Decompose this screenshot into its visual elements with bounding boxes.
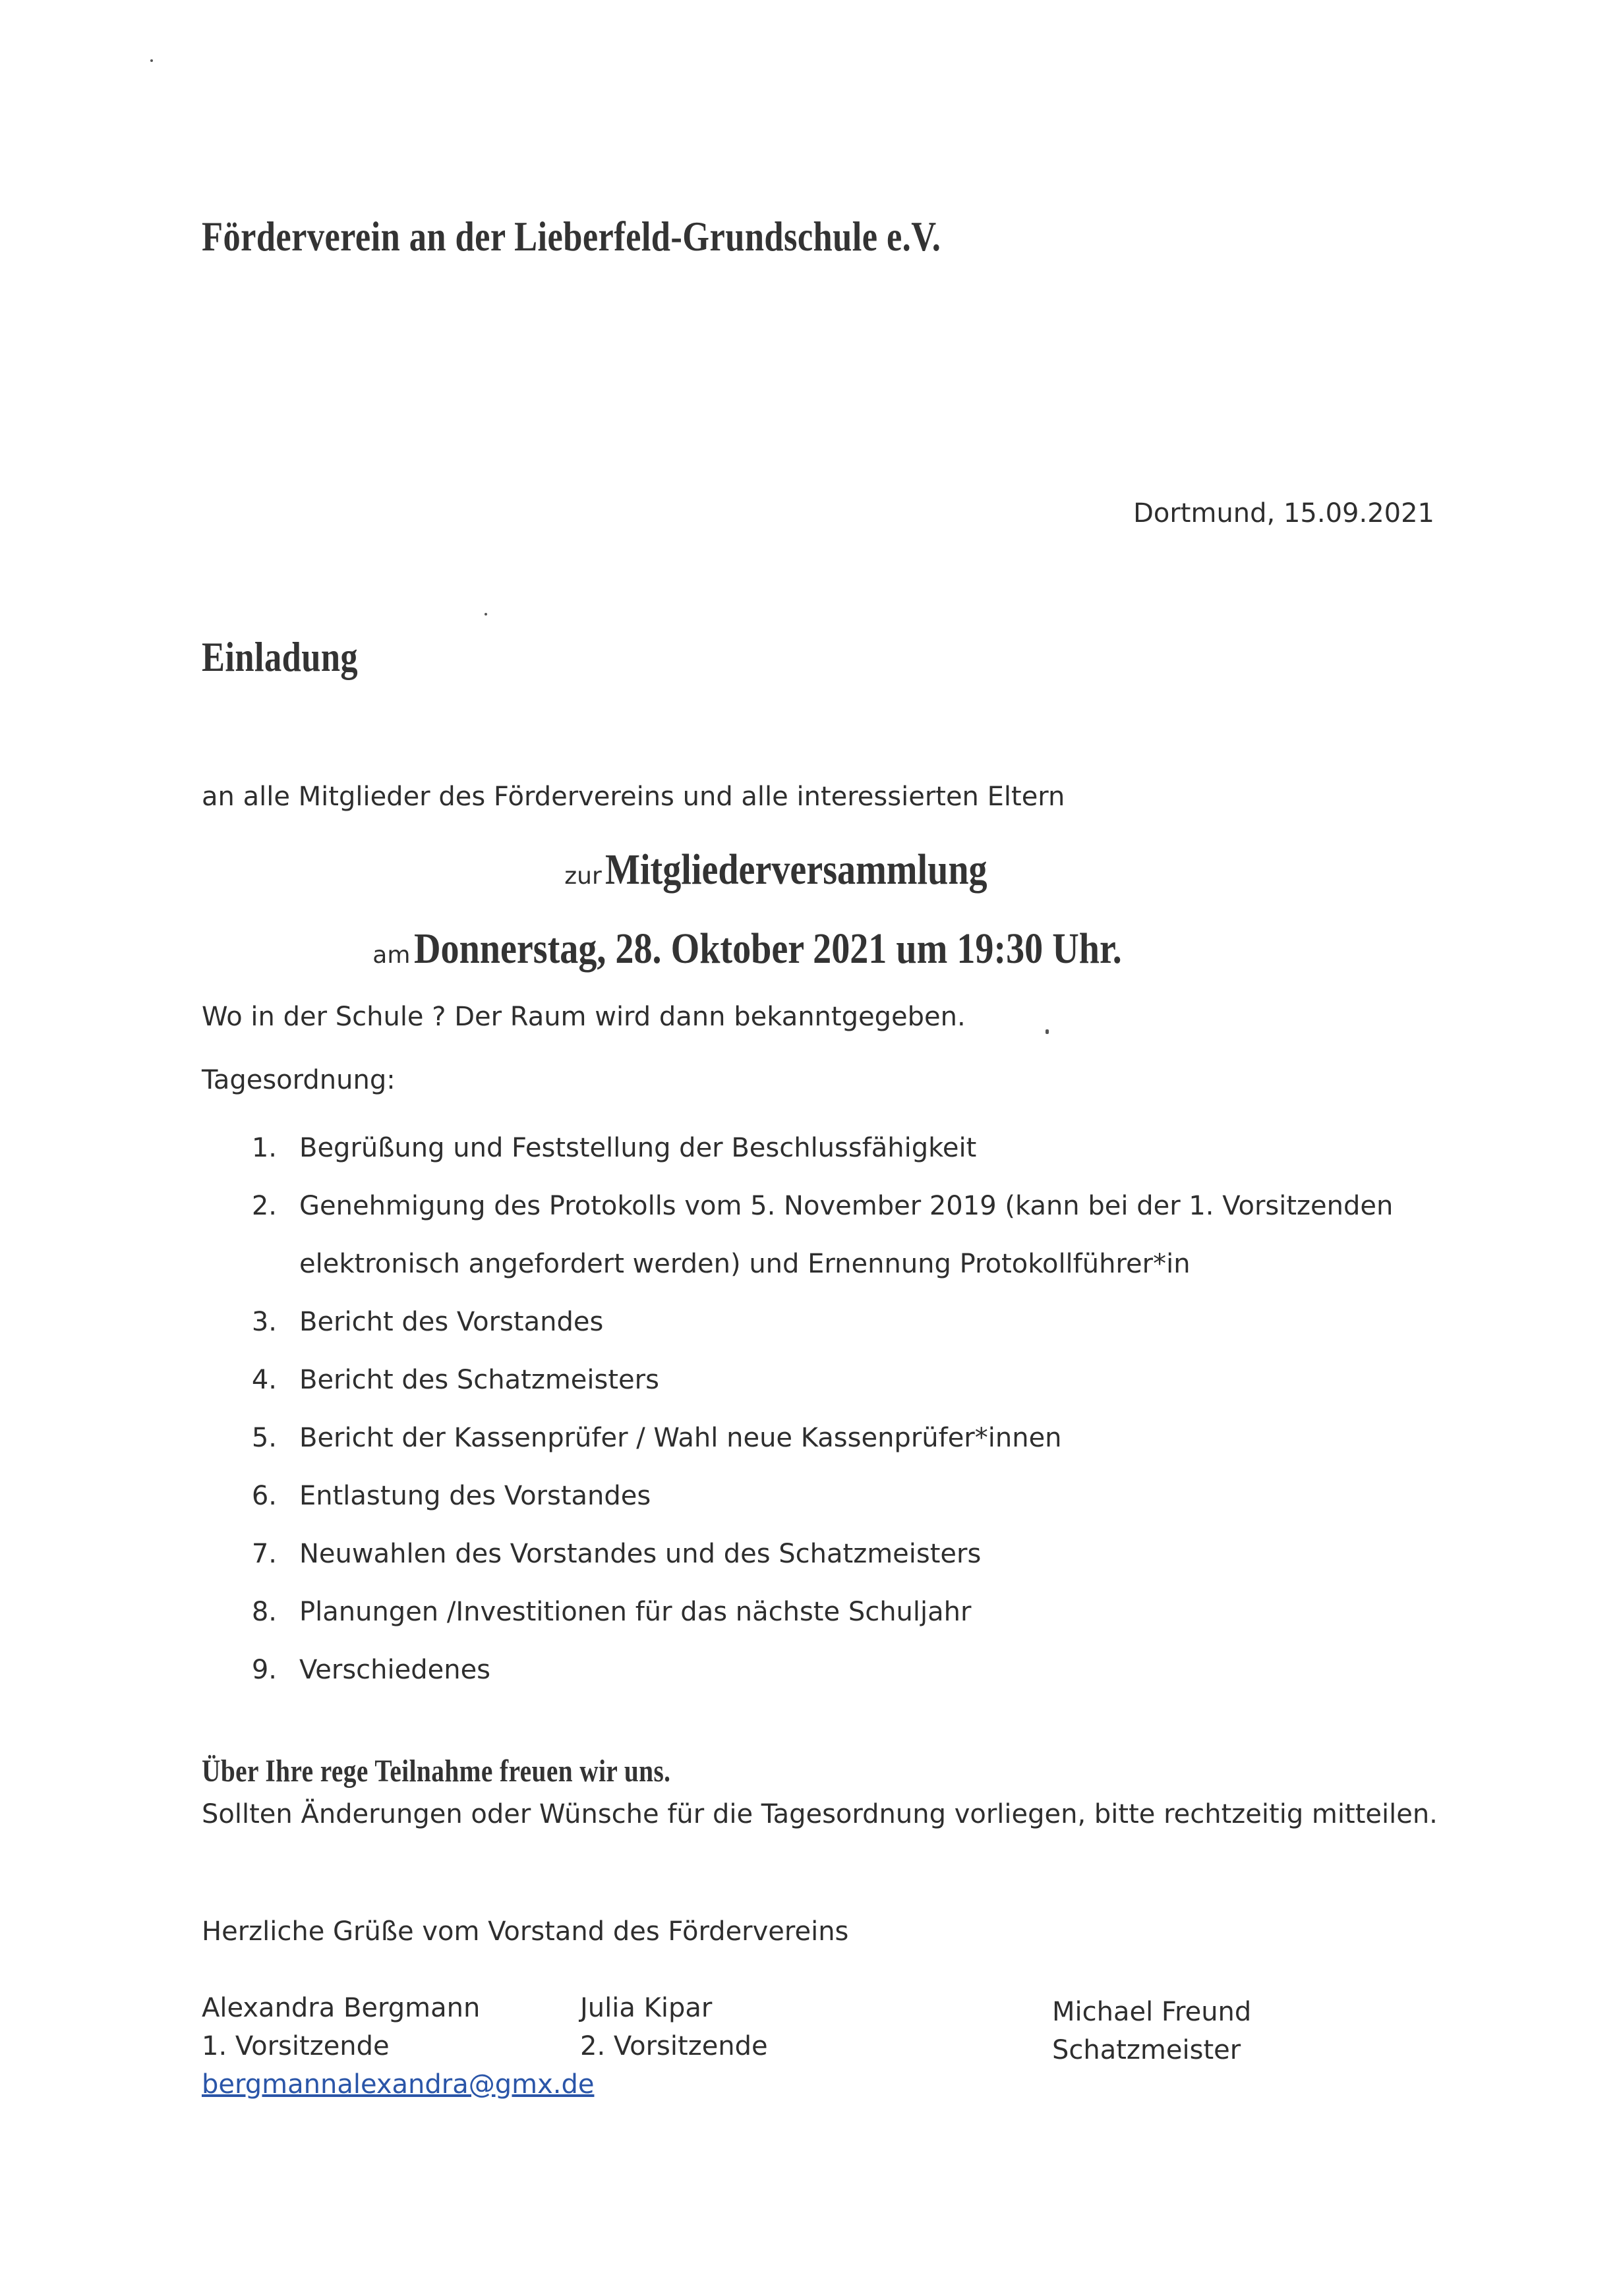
signatory-block-vice-chair — [580, 1989, 768, 2065]
organization-title: Förderverein an der Lieberfeld-Grundschule e.V. — [202, 213, 941, 260]
meeting-datetime: Donnerstag, 28. Oktober 2021 um 19:30 Uhr. — [413, 925, 1122, 973]
agenda-item-text: Begrüßung und Feststellung der Beschlussfähigkeit — [299, 1133, 977, 1163]
thanks-line: Über Ihre rege Teilnahme freuen wir uns. — [202, 1754, 671, 1789]
agenda-label: Tagesordnung: — [202, 1065, 396, 1095]
agenda-item-text: Genehmigung des Protokolls vom 5. November 2019 (kann bei der 1. Vorsitzenden — [299, 1191, 1394, 1221]
prefix-zur: zur — [564, 863, 602, 890]
agenda-item-number: 2. — [251, 1191, 277, 1221]
signatory-role: Schatzmeister — [1052, 2035, 1241, 2065]
recipients-line: an alle Mitglieder des Fördervereins und alle interessierten Eltern — [202, 782, 1065, 812]
agenda-item-number: 6. — [251, 1481, 277, 1511]
signatory-role: 2. Vorsitzende — [580, 2031, 768, 2061]
signatory-name: Michael Freund — [1052, 1997, 1252, 2027]
signatory-role: 1. Vorsitzende — [202, 2031, 390, 2061]
signatory-name: Julia Kipar — [580, 1993, 713, 2023]
agenda-item-text: Bericht des Schatzmeisters — [299, 1365, 659, 1395]
email-link[interactable]: bergmannalexandra@gmx.de — [202, 2069, 595, 2100]
location-note: Wo in der Schule ? Der Raum wird dann bekanntgegeben. — [202, 1002, 966, 1032]
meeting-datetime-line — [0, 924, 1619, 974]
signatory-block-chair — [202, 1989, 594, 2104]
agenda-item-number: 4. — [251, 1365, 277, 1395]
agenda-item-number: 3. — [251, 1307, 277, 1337]
meeting-title: Mitgliederversammlung — [604, 846, 987, 894]
place-date-line: Dortmund, 15.09.2021 — [1133, 498, 1434, 529]
scan-speck — [150, 59, 153, 62]
scan-speck — [485, 613, 487, 616]
agenda-item-text: Bericht der Kassenprüfer / Wahl neue Kassenprüfer*innen — [299, 1423, 1062, 1453]
agenda-item-text: Planungen /Investitionen für das nächste Schuljahr — [299, 1597, 972, 1627]
signatory-block-treasurer — [1052, 1993, 1251, 2069]
letter-heading: Einladung — [202, 633, 359, 680]
agenda-item-number: 8. — [251, 1597, 277, 1627]
meeting-type-line — [0, 845, 1619, 895]
agenda-item-number: 9. — [251, 1655, 277, 1685]
agenda-item-text: Verschiedenes — [299, 1655, 491, 1685]
signatory-name: Alexandra Bergmann — [202, 1993, 481, 2023]
agenda-item-text: Neuwahlen des Vorstandes und des Schatzmeisters — [299, 1539, 982, 1569]
scan-speck — [1045, 1029, 1049, 1034]
agenda-item-text: Entlastung des Vorstandes — [299, 1481, 651, 1511]
changes-note: Sollten Änderungen oder Wünsche für die Tagesordnung vorliegen, bitte rechtzeitig mitteilen. — [202, 1799, 1438, 1829]
agenda-item-text-continued: elektronisch angefordert werden) und Ernennung Protokollführer*in — [299, 1249, 1191, 1279]
agenda-item-text: Bericht des Vorstandes — [299, 1307, 604, 1337]
agenda-item-number: 1. — [251, 1133, 277, 1163]
agenda-item-number: 5. — [251, 1423, 277, 1453]
agenda-item-number: 7. — [251, 1539, 277, 1569]
prefix-am: am — [372, 942, 411, 969]
greeting-line: Herzliche Grüße vom Vorstand des Fördervereins — [202, 1916, 849, 1947]
